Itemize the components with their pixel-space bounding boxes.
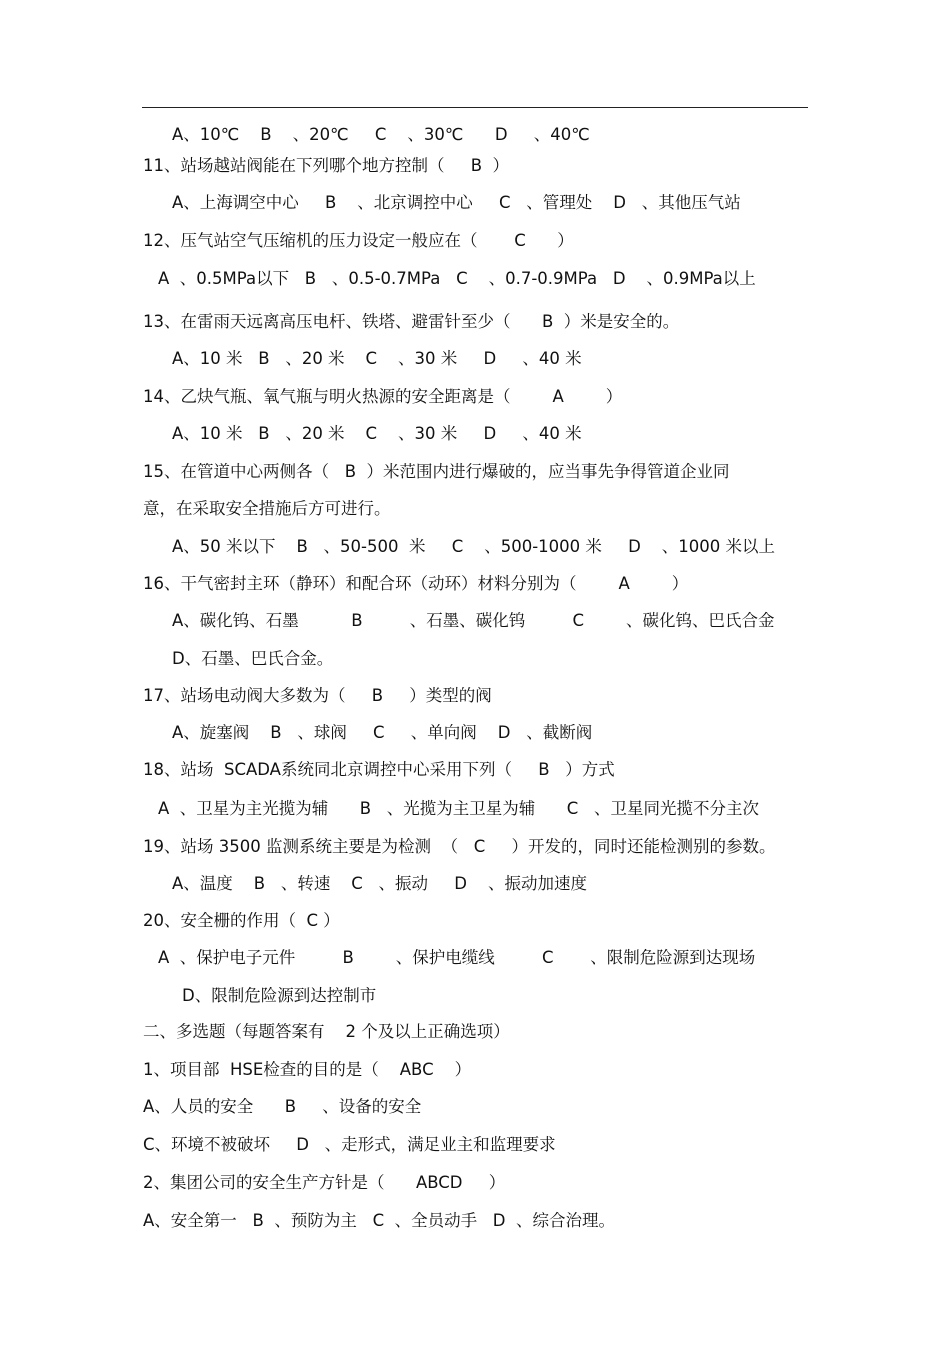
question-14: 14、乙炔气瓶、氧气瓶与明火热源的安全距离是（ A ）: [143, 387, 623, 406]
question-17: 17、站场电动阀大多数为（ B ）类型的阀: [143, 686, 492, 705]
question-19: 19、站场 3500 监测系统主要是为检测 （ C ）开发的，同时还能检测别的参数。: [143, 837, 776, 856]
question-11: 11、站场越站阀能在下列哪个地方控制（ B ）: [143, 156, 510, 175]
question-16: 16、干气密封主环（静环）和配合环（动环）材料分别为（ A ）: [143, 574, 689, 593]
header-rule: [142, 107, 808, 108]
options-q13: A、10 米 B 、20 米 C 、30 米 D 、40 米: [172, 349, 582, 368]
options-q11: A、上海调空中心 B 、北京调控中心 C 、管理处 D 、其他压气站: [172, 193, 741, 212]
question-15-cont: 意，在采取安全措施后方可进行。: [143, 499, 391, 518]
options-q14: A、10 米 B 、20 米 C 、30 米 D 、40 米: [172, 424, 582, 443]
question-13: 13、在雷雨天远离高压电杆、铁塔、避雷针至少（ B ）米是安全的。: [143, 312, 680, 331]
options-q12: A 、0.5MPa以下 B 、0.5-0.7MPa C 、0.7-0.9MPa D 、0.9MPa以上: [158, 269, 756, 288]
options-q20-d: D、限制危险源到达控制市: [182, 986, 377, 1005]
question-12: 12、压气站空气压缩机的压力设定一般应在（ C ）: [143, 231, 574, 250]
options-q17: A、旋塞阀 B 、球阀 C 、单向阀 D 、截断阀: [172, 723, 593, 742]
mc-question-2: 2、集团公司的安全生产方针是（ ABCD ）: [143, 1173, 506, 1192]
options-q20: A 、保护电子元件 B 、保护电缆线 C 、限制危险源到达现场: [158, 948, 756, 967]
section-heading-multiple-choice: 二、多选题（每题答案有 2 个及以上正确选项）: [143, 1022, 510, 1041]
mc-question-1: 1、项目部 HSE检查的目的是（ ABC ）: [143, 1060, 472, 1079]
options-q19: A、温度 B 、转速 C 、振动 D 、振动加速度: [172, 874, 587, 893]
options-q10: A、10℃ B 、20℃ C 、30℃ D 、40℃: [172, 125, 590, 144]
mc-options-1-ab: A、人员的安全 B 、设备的安全: [143, 1097, 422, 1116]
question-15: 15、在管道中心两侧各（ B ）米范围内进行爆破的，应当事先争得管道企业同: [143, 462, 730, 481]
question-18: 18、站场 SCADA系统同北京调控中心采用下列（ B ）方式: [143, 760, 615, 779]
mc-options-1-cd: C、环境不被破坏 D 、走形式，满足业主和监理要求: [143, 1135, 556, 1154]
options-q16: A、碳化钨、石墨 B 、石墨、碳化钨 C 、碳化钨、巴氏合金: [172, 611, 775, 630]
mc-options-2: A、安全第一 B 、预防为主 C 、全员动手 D 、综合治理。: [143, 1211, 616, 1230]
question-20: 20、安全栅的作用（ C ）: [143, 911, 340, 930]
options-q15: A、50 米以下 B 、50-500 米 C 、500-1000 米 D 、1000 米以上: [172, 537, 776, 556]
options-q18: A 、卫星为主光揽为辅 B 、光揽为主卫星为辅 C 、卫星同光揽不分主次: [158, 799, 760, 818]
options-q16-d: D、石墨、巴氏合金。: [172, 649, 334, 668]
